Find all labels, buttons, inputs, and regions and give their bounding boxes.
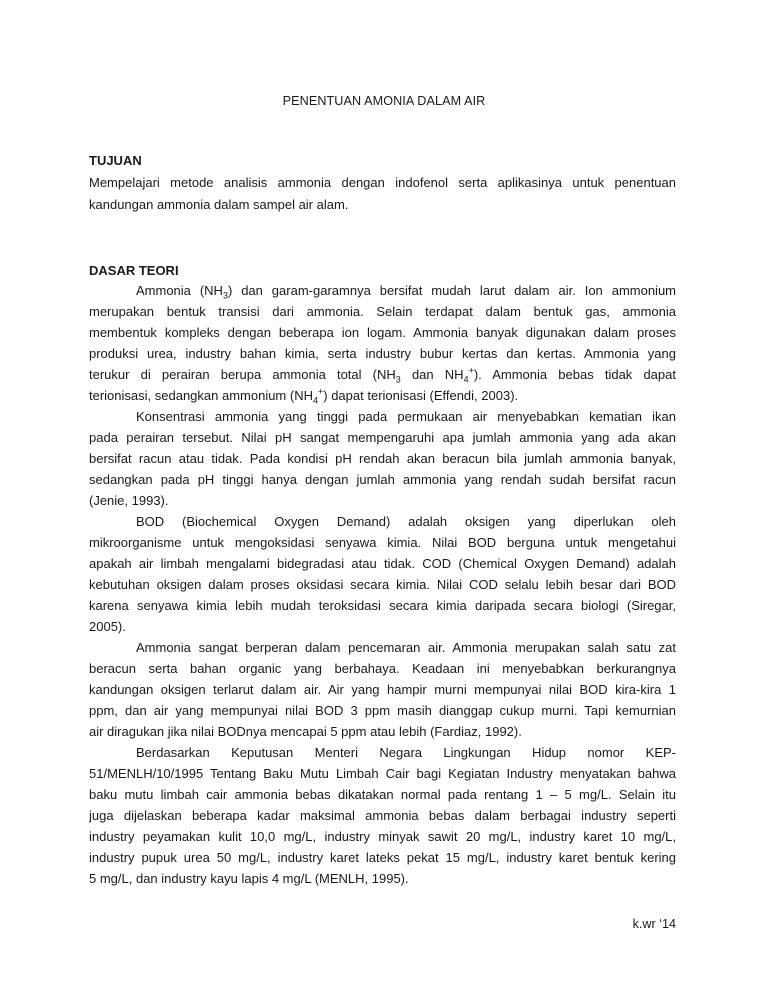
paragraph-line: air diragukan jika nilai BODnya mencapai 5 ppm atau lebih (Fardiaz, 1992).	[89, 724, 522, 739]
footer-code: k.wr ‘14	[632, 917, 676, 931]
paragraph-line: industry pupuk urea 50 mg/L, industry karet lateks pekat 15 mg/L, industry karet bentuk kering	[89, 850, 676, 865]
paragraph-line: BOD (Biochemical Oxygen Demand) adalah oksigen yang diperlukan oleh	[136, 514, 676, 529]
paragraph-line: Berdasarkan Keputusan Menteri Negara Lingkungan Hidup nomor KEP-	[136, 745, 676, 760]
paragraph-line: 2005).	[89, 619, 126, 634]
paragraph-line: ppm, dan air yang mempunyai nilai BOD 3 ppm masih dianggap cukup murni. Tapi kemurnian	[89, 703, 676, 718]
paragraph-line: karena senyawa kimia lebih mudah teroksidasi secara kimia daripada secara biologi (Siregar,	[89, 598, 676, 613]
paragraph-line: terukur di perairan berupa ammonia total ($NH_3$ dan $NH_4^+$). Ammonia bebas tidak dapat	[89, 367, 676, 383]
paragraph-line: produksi urea, industry bahan kimia, serta industry bubur kertas dan kertas. Ammonia yang	[89, 346, 676, 361]
paragraph-line: beracun serta bahan organic yang berbahaya. Keadaan ini menyebabkan berkurangnya	[89, 661, 676, 676]
paragraph-line: mikroorganisme untuk mengoksidasi senyawa kimia. Nilai BOD berguna untuk mengetahui	[89, 535, 676, 550]
paragraph-line: Ammonia sangat berperan dalam pencemaran air. Ammonia merupakan salah satu zat	[136, 640, 676, 655]
paragraph-line: pada perairan tersebut. Nilai pH sangat mempengaruhi apa jumlah ammonia yang ada akan	[89, 430, 676, 445]
paragraph-line: 51/MENLH/10/1995 Tentang Baku Mutu Limbah Cair bagi Kegiatan Industry menyatakan bahwa	[89, 766, 676, 781]
paragraph-line: kandungan oksigen terlarut dalam air. Air yang hampir murni mempunyai nilai BOD kira-kira 1	[89, 682, 676, 697]
section-heading-tujuan: TUJUAN	[89, 153, 142, 168]
document-title: PENENTUAN AMONIA DALAM AIR	[282, 94, 486, 108]
paragraph-line: bersifat racun atau tidak. Pada kondisi pH rendah akan beracun bila jumlah ammonia banyak,	[89, 451, 676, 466]
paragraph-line: sedangkan pada pH tinggi hanya dengan jumlah ammonia yang rendah sudah bersifat racun	[89, 472, 676, 487]
paragraph-line: (Jenie, 1993).	[89, 493, 169, 508]
paragraph-line: kebutuhan oksigen dalam proses oksidasi secara kimia. Nilai COD selalu lebih besar dari BOD	[89, 577, 676, 592]
paragraph-line: baku mutu limbah cair ammonia bebas dikatakan normal pada rentang 1 – 5 mg/L. Selain itu	[89, 787, 676, 802]
paragraph-line: membentuk kompleks dengan beberapa ion logam. Ammonia banyak digunakan dalam proses	[89, 325, 676, 340]
paragraph-line: merupakan bentuk transisi dari ammonia. Selain terdapat dalam bentuk gas, ammonia	[89, 304, 676, 319]
paragraph-line: juga dijelaskan beberapa kadar maksimal ammonia bebas dalam berbagai industry seperti	[89, 808, 676, 823]
paragraph-line: terionisasi, sedangkan ammonium $(NH_4^+)$ dapat terionisasi (Effendi, 2003).	[89, 388, 519, 404]
paragraph-line: 5 mg/L, dan industry kayu lapis 4 mg/L (MENLH, 1995).	[89, 871, 409, 886]
paragraph-line: Ammonia $(NH_3)$ dan garam-garamnya bersifat mudah larut dalam air. Ion ammonium	[136, 283, 676, 299]
paragraph-line: apakah air limbah mengalami bidegradasi atau tidak. COD (Chemical Oxygen Demand) adalah	[89, 556, 676, 571]
section-heading-dasar-teori: DASAR TEORI	[89, 263, 179, 278]
paragraph-line: Konsentrasi ammonia yang tinggi pada permukaan air menyebabkan kematian ikan	[136, 409, 676, 424]
tujuan-line: kandungan ammonia dalam sampel air alam.	[89, 197, 349, 212]
tujuan-line: Mempelajari metode analisis ammonia dengan indofenol serta aplikasinya untuk penentuan	[89, 175, 676, 190]
paragraph-line: industry peyamakan kulit 10,0 mg/L, industry minyak sawit 20 mg/L, industry karet 10 mg/L,	[89, 829, 676, 844]
